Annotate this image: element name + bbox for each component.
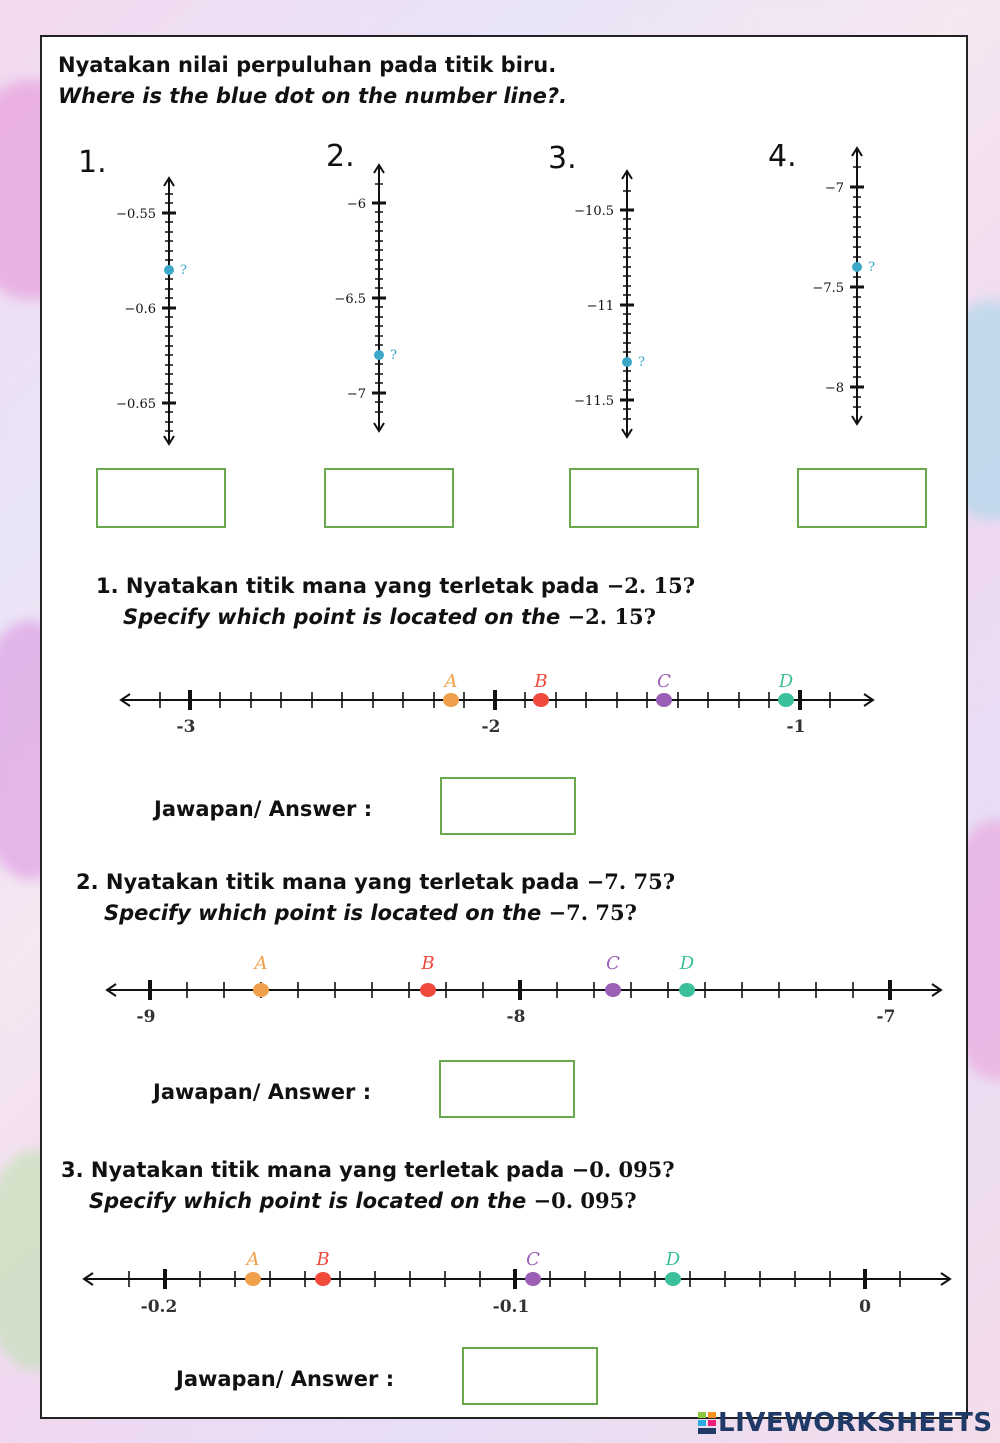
point-label-b: B	[534, 671, 548, 692]
point-d	[679, 983, 695, 997]
point-label-a: A	[254, 953, 268, 974]
tick-label: -9	[136, 1007, 156, 1027]
vertical-number-line-3	[560, 165, 670, 445]
instruction-english: Where is the blue dot on the number line?.	[58, 84, 568, 108]
question-text-malay: 2. Nyatakan titik mana yang terletak pada −7. 75?	[76, 869, 675, 894]
instruction-malay: Nyatakan nilai perpuluhan pada titik biru.	[58, 53, 557, 77]
question-mark: ?	[390, 348, 397, 363]
point-a	[245, 1272, 261, 1286]
point-label-c: C	[526, 1249, 540, 1270]
horizontal-number-line-1	[116, 667, 886, 747]
answer-box-h2[interactable]	[439, 1060, 575, 1118]
tick-label: −11.5	[574, 394, 614, 409]
tick-label: −7.5	[812, 281, 844, 296]
tick-label: -8	[506, 1007, 526, 1027]
answer-box-4[interactable]	[797, 468, 927, 528]
point-label-d: D	[679, 953, 695, 974]
worksheet-page	[40, 35, 968, 1419]
tick-label: −7	[824, 181, 844, 196]
horizontal-number-line-3	[79, 1237, 959, 1317]
answer-box-2[interactable]	[324, 468, 454, 528]
tick-label: −0.55	[116, 207, 156, 222]
point-d	[665, 1272, 681, 1286]
point-label-c: C	[657, 671, 671, 692]
question-mark: ?	[638, 355, 645, 370]
answer-label: Jawapan/ Answer :	[176, 1367, 395, 1391]
tick-label: -2	[481, 717, 501, 737]
question-text-malay: 3. Nyatakan titik mana yang terletak pada −0. 095?	[61, 1157, 675, 1182]
point-b	[533, 693, 549, 707]
point-label-b: B	[316, 1249, 330, 1270]
blue-dot	[852, 262, 862, 272]
vertical-number-line-2	[312, 159, 422, 439]
point-c	[525, 1272, 541, 1286]
answer-box-h3[interactable]	[462, 1347, 598, 1405]
answer-label: Jawapan/ Answer :	[153, 1080, 372, 1104]
blue-dot	[622, 357, 632, 367]
vertical-number-line-1	[102, 172, 212, 452]
tick-label: −6.5	[334, 292, 366, 307]
point-label-d: D	[778, 671, 794, 692]
question-number: 3.	[548, 141, 577, 176]
point-label-d: D	[665, 1249, 681, 1270]
tick-label: −10.5	[574, 204, 614, 219]
question-text-english: Specify which point is located on the −7. 75?	[104, 900, 637, 925]
point-label-b: B	[421, 953, 435, 974]
answer-label: Jawapan/ Answer :	[154, 797, 373, 821]
question-number: 2.	[326, 139, 355, 174]
tick-label: −0.65	[116, 397, 156, 412]
question-number: 4.	[768, 139, 797, 174]
tick-label: −11	[586, 299, 614, 314]
tick-label: −0.6	[124, 302, 156, 317]
point-label-a: A	[246, 1249, 260, 1270]
tick-label: -0.2	[140, 1297, 178, 1317]
point-c	[605, 983, 621, 997]
answer-box-1[interactable]	[96, 468, 226, 528]
question-mark: ?	[180, 263, 187, 278]
tick-label: -0.1	[492, 1297, 530, 1317]
point-a	[253, 983, 269, 997]
blue-dot	[164, 265, 174, 275]
tick-label: -3	[176, 717, 196, 737]
point-a	[443, 693, 459, 707]
point-d	[778, 693, 794, 707]
point-label-a: A	[444, 671, 458, 692]
liveworksheets-logo: LIVEWORKSHEETS	[698, 1408, 993, 1438]
tick-label: 0	[859, 1297, 871, 1317]
answer-box-h1[interactable]	[440, 777, 576, 835]
point-label-c: C	[606, 953, 620, 974]
tick-label: −6	[346, 197, 366, 212]
question-text-english: Specify which point is located on the −2. 15?	[123, 604, 656, 629]
point-c	[656, 693, 672, 707]
tick-label: -1	[786, 717, 806, 737]
blue-dot	[374, 350, 384, 360]
tick-label: -7	[876, 1007, 896, 1027]
vertical-number-line-4	[790, 142, 900, 432]
tick-label: −7	[346, 387, 366, 402]
logo-icon	[698, 1412, 716, 1434]
question-text-english: Specify which point is located on the −0. 095?	[89, 1188, 637, 1213]
tick-label: −8	[824, 381, 844, 396]
point-b	[420, 983, 436, 997]
point-b	[315, 1272, 331, 1286]
question-mark: ?	[868, 260, 875, 275]
question-text-malay: 1. Nyatakan titik mana yang terletak pada −2. 15?	[96, 573, 695, 598]
horizontal-number-line-2	[102, 949, 952, 1029]
question-number: 1.	[78, 145, 107, 180]
answer-box-3[interactable]	[569, 468, 699, 528]
